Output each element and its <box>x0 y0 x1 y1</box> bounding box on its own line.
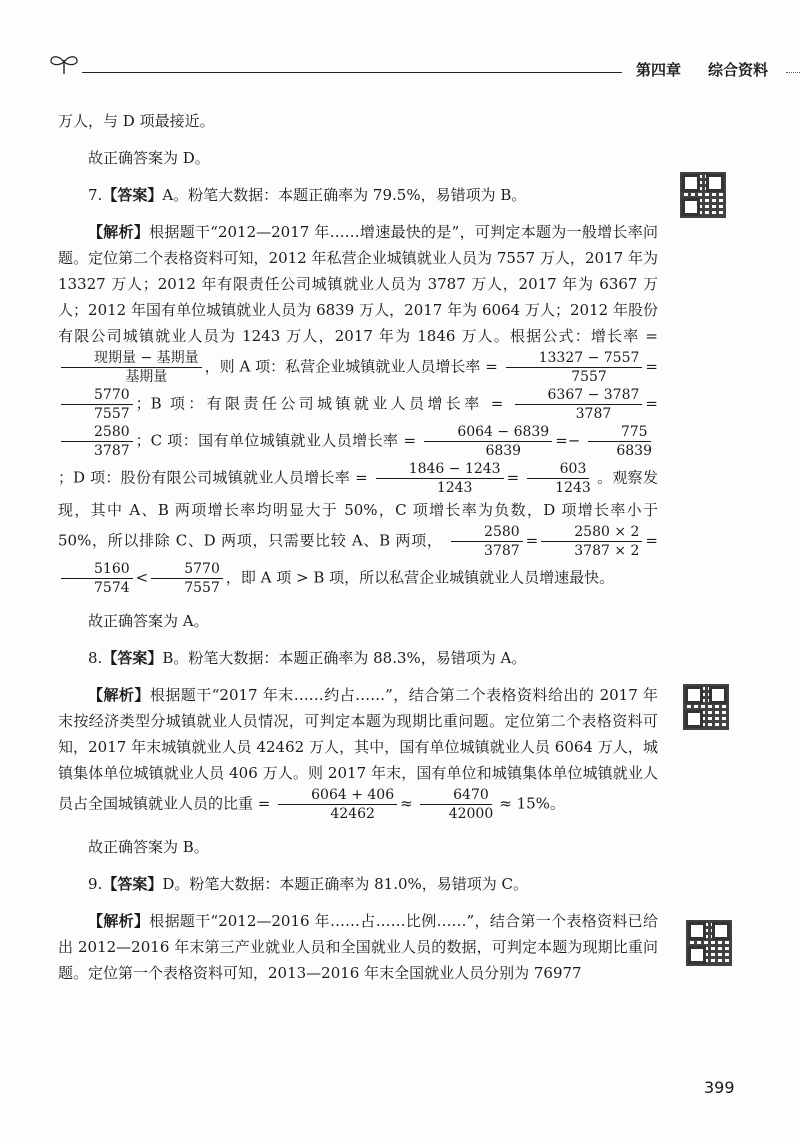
header-rule-dotted <box>786 72 800 73</box>
analysis-text: ；B 项：有限责任公司城镇就业人员增长率 = <box>135 394 504 413</box>
fraction: $\frac{1846 - 1243}{1243}$ <box>376 460 504 497</box>
text: 万人，与 D 项最接近。 <box>58 112 215 130</box>
q9-analysis <box>58 908 658 986</box>
q7-answer <box>58 182 658 208</box>
fraction: $\frac{13327 - 7557}{7557}$ <box>506 349 643 386</box>
analysis-text: ≈ 15%。 <box>499 794 565 813</box>
analysis-tag: 【解析】 <box>88 223 150 241</box>
analysis-tag: 【解析】 <box>88 686 150 704</box>
sprout-logo-icon <box>48 50 80 76</box>
fraction: $\frac{2580}{3787}$ <box>61 423 133 460</box>
text: 故正确答案为 A。 <box>88 612 209 630</box>
paragraph <box>58 108 658 134</box>
answer-tag: 【答案】 <box>102 186 163 204</box>
q7-conclusion <box>58 608 658 634</box>
answer-text: D。粉笔大数据：本题正确率为 81.0%，易错项为 C。 <box>162 875 529 893</box>
fraction: $\frac{775}{6839}$ <box>583 423 655 460</box>
page-number: 399 <box>704 1078 735 1097</box>
fraction: $\frac{6367 - 3787}{3787}$ <box>515 386 643 423</box>
analysis-text: ，即 A 项 > B 项，所以私营企业城镇就业人员增速最快。 <box>225 568 615 587</box>
qr-code-icon[interactable] <box>683 684 729 730</box>
analysis-text: 根据题干“2017 年末……约占……”，结合第二个表格资料给出的 2017 年末按经济类型分城镇就业人员情况，可判定本题为现期比重问题。定位第二个表格资料可知，2017 年末城镇就业人员 42462 万人，其中，国有单位城镇就业人员 6064 万人，城镇集体单位城镇就业人员 406 万人。则 2017 年末，国有单位和城镇集体单位城镇就业人员占全国城镇就业人员的比重 = <box>58 686 658 813</box>
analysis-text: ；D 项：股份有限公司城镇就业人员增长率 = <box>58 468 368 487</box>
text: 故正确答案为 B。 <box>88 838 209 856</box>
fraction: $\frac{5770}{7557}$ <box>61 386 133 423</box>
analysis-text: 根据题干“2012—2016 年……占……比例……”，结合第一个表格资料已给出 2012—2016 年末第三产业就业人员和全国就业人员的数据，可判定本题为现期比重问题。定位第一个表格资料可知，2013—2016 年末全国就业人员分别为 76977 <box>58 912 658 982</box>
question-number: 8. <box>88 649 103 667</box>
q8-answer <box>58 645 658 671</box>
question-number: 7. <box>88 186 103 204</box>
fraction: $\frac{5160}{7574}$ <box>61 560 133 597</box>
analysis-text: ，则 A 项：私营企业城镇就业人员增长率 = <box>204 357 498 376</box>
fraction: $\frac{6064 - 6839}{6839}$ <box>424 423 552 460</box>
q8-analysis: 【解析】根据题干“2017 年末……约占……”，结合第二个表格资料给出的 2017 年末按经济类型分城镇就业人员情况，可判定本题为现期比重问题。定位第二个表格资料可知，2017 年末城镇就业人员 42462 万人，其中，国有单位城镇就业人员 6064 万人，城镇集体单位城镇就业人员 406 万人。则 2017 年末，国有单位和城镇集体单位城镇就业人员占全国城镇就业人员的比重 = $\frac{6064 + 406}{42462}$ ≈ $\frac{6470}{42000}$ ≈ 15%。 <box>58 686 658 822</box>
chapter-label: 第四章 <box>636 61 682 79</box>
analysis-text: 根据题干“2012—2017 年……增速最快的是”，可判定本题为一般增长率问题。定位第二个表格资料可知，2012 年私营企业城镇就业人员为 7557 万人，2017 年为 13327 万人；2012 年有限责任公司城镇就业人员为 3787 万人，2017 年为 6367 万人；2012 年国有单位城镇就业人员为 6839 万人，2017 年为 6064 万人；2012 年股份有限公司城镇就业人员为 1243 万人，2017 年为 1846 万人。根据公式：增长率 = <box>58 223 658 345</box>
paragraph <box>58 145 658 171</box>
question-number: 9. <box>88 875 103 893</box>
qr-code-icon[interactable] <box>686 920 732 966</box>
section-title: 综合资料 <box>708 61 769 79</box>
fraction: $\frac{6470}{42000}$ <box>416 786 497 823</box>
fraction: $\frac{6064 + 406}{42462}$ <box>278 786 397 823</box>
text: 故正确答案为 D。 <box>88 149 210 167</box>
qr-code-icon[interactable] <box>680 172 726 218</box>
analysis-tag: 【解析】 <box>88 912 150 930</box>
q9-answer <box>58 871 658 897</box>
fraction: $\frac{5770}{7557}$ <box>151 560 223 597</box>
answer-text: A。粉笔大数据：本题正确率为 79.5%，易错项为 B。 <box>162 186 527 204</box>
formula-fraction: $\frac{\text{现期量 − 基期量}}{\text{基期量}}$ <box>61 349 202 386</box>
fraction: $\frac{2580}{3787}$ <box>451 523 523 560</box>
fraction: $\frac{603}{1243}$ <box>522 460 594 497</box>
q8-conclusion <box>58 834 658 860</box>
header-rule <box>82 72 622 73</box>
answer-tag: 【答案】 <box>102 875 163 893</box>
page-body <box>58 108 658 997</box>
analysis-text: 。观察发现，其中 A、B 两项增长率均明显大于 50%，C 项增长率为负数，D 项增长率小于 50%，所以排除 C、D 两项，只需要比较 A、B 两项， <box>58 468 658 550</box>
answer-tag: 【答案】 <box>102 649 163 667</box>
fraction: $\frac{2580 \times 2}{3787 \times 2}$ <box>541 523 642 560</box>
analysis-text: ；C 项：国有单位城镇就业人员增长率 = <box>135 431 417 450</box>
page-header <box>48 50 800 80</box>
answer-text: B。粉笔大数据：本题正确率为 88.3%，易错项为 A。 <box>162 649 527 667</box>
q7-analysis: 【解析】根据题干“2012—2017 年……增速最快的是”，可判定本题为一般增长率问题。定位第二个表格资料可知，2012 年私营企业城镇就业人员为 7557 万人，2017 年为 13327 万人；2012 年有限责任公司城镇就业人员为 3787 万人，2017 年为 6367 万人；2012 年国有单位城镇就业人员为 6839 万人，2017 年为 6064 万人；2012 年股份有限公司城镇就业人员为 1243 万人，2017 年为 1846 万人。根据公式：增长率 = $\frac{\text{现期量 − 基期量}}{\text{基期量}}$ ，则 A 项：私营企业城镇就业人员增长率 = $\frac{13327 - 7557}{7557}$ = $\frac{5770}{7557}$ ；B 项：有限责任公司城镇就业人员增长率 = $\frac{6367 - 3787}{3787}$ = $\frac{2580}{3787}$ ；C 项：国有单位城镇就业人员增长率 = $\frac{6064 - 6839}{6839}$ =− $\frac{775}{6839}$ ；D 项：股份有限公司城镇就业人员增长率 = $\frac{1846 - 1243}{1243}$ = $\frac{603}{1243}$ 。观察发现，其中 A、B 两项增长率均明显大于 50%，C 项增长率为负数，D 项增长率小于 50%，所以排除 C、D 两项，只需要比较 A、B 两项， $\frac{2580}{3787}$ = $\frac{2580 \times 2}{3787 \times 2}$ = $\frac{5160}{7574}$ < $\frac{5770}{7557}$ ，即 A 项 > B 项，所以私营企业城镇就业人员增速最快。 <box>58 223 658 596</box>
